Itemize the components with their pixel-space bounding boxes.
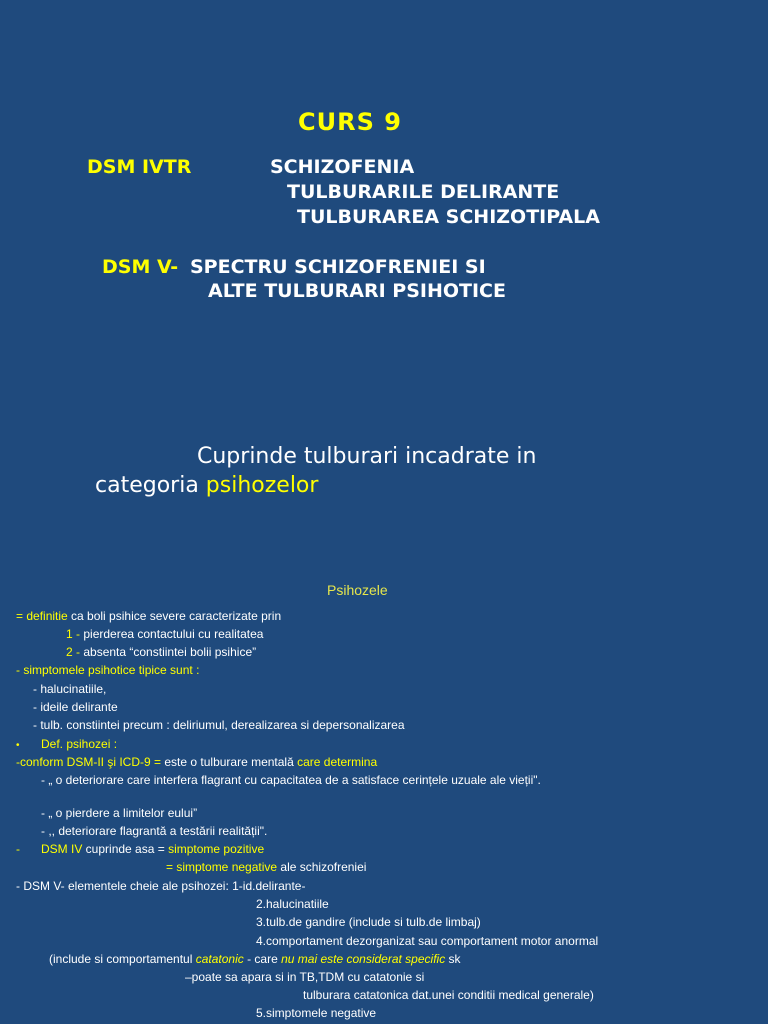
- quote-deteriorare: - „ o deteriorare care interfera flagrant cu capacitatea de a satisface cerințele uzuale ale vieții".: [41, 773, 541, 787]
- dsm5-label: DSM V-: [102, 256, 179, 278]
- dsm4-dash: -: [16, 842, 20, 856]
- simptome-pozitive: simptome pozitive: [168, 842, 265, 856]
- definition-item-2: [66, 645, 256, 659]
- bullet-glyph: •: [16, 740, 20, 751]
- dsm4-item-schizotipala: TULBURAREA SCHIZOTIPALA: [297, 206, 600, 228]
- eq-sign: =: [166, 860, 177, 874]
- dsm5-line1: SPECTRU SCHIZOFRENIEI SI: [190, 256, 486, 278]
- catatonic-c: - care: [243, 952, 282, 966]
- dsm4-item-delirante: TULBURARILE DELIRANTE: [287, 181, 560, 203]
- definition-text: ca boli psihice severe caracterizate prin: [67, 609, 282, 623]
- psihozele-title: Psihozele: [327, 582, 388, 598]
- intro-line2-prefix: categoria: [95, 473, 206, 498]
- dsm4-line: [41, 842, 264, 856]
- dsm5-item-5: 5.simptomele negative: [256, 1006, 377, 1020]
- symptom-idei-delirante: - ideile delirante: [33, 700, 118, 714]
- definition-line: [16, 609, 281, 623]
- dsm5-item-4: 4.comportament dezorganizat sau comportament motor anormal: [256, 934, 599, 948]
- conform-source: -conform DSM-II şi ICD-9 =: [16, 755, 162, 769]
- quote-limite-eu: - „ o pierdere a limitelor eului”: [41, 806, 198, 820]
- dsm4-label: DSM IVTR: [87, 156, 192, 178]
- symptoms-heading: - simptomele psihotice tipice sunt :: [16, 663, 200, 677]
- dsm4-small-label: DSM IV: [41, 842, 83, 856]
- catatonic-word: catatonic: [195, 952, 244, 966]
- quote-testare: - ,, deteriorare flagrantă a testării realității".: [41, 824, 268, 838]
- catatonic-sk: sk: [445, 952, 461, 966]
- conform-text: este o tulburare mentală: [161, 755, 298, 769]
- item2-number: 2 -: [66, 645, 81, 659]
- item2-text: absenta “constiintei bolii psihice”: [80, 645, 257, 659]
- dsm5-item-3: 3.tulb.de gandire (include si tulb.de limbaj): [256, 915, 481, 929]
- dsm4-negative-line: [166, 860, 366, 874]
- dsm5-item-2: 2.halucinatiile: [256, 897, 329, 911]
- definition-label: = definitie: [16, 609, 68, 623]
- negative-rest: ale schizofreniei: [277, 860, 367, 874]
- symptom-halucinatii: - halucinatiile,: [33, 682, 107, 696]
- catatonic-line3: tulburara catatonica dat.unei conditii medical generale): [303, 988, 594, 1002]
- intro-highlight-psihozelor: psihozelor: [205, 473, 319, 498]
- catatonic-line: [49, 952, 461, 966]
- definition-item-1: [66, 627, 263, 641]
- dsm5-key-elements: - DSM V- elementele cheie ale psihozei: 1-id.delirante-: [16, 879, 306, 893]
- catatonic-a: (include si comportamentul: [49, 952, 196, 966]
- conform-line: [16, 755, 377, 769]
- symptom-constiinta: - tulb. constiintei precum : deliriumul, derealizarea si depersonalizarea: [33, 718, 405, 732]
- course-title: CURS 9: [298, 108, 402, 136]
- not-specific: nu mai este considerat specific: [281, 952, 446, 966]
- simptome-negative: simptome negative: [176, 860, 278, 874]
- psychosis-def-heading: Def. psihozei :: [41, 737, 118, 751]
- item1-number: 1 -: [66, 627, 81, 641]
- dsm5-line2: ALTE TULBURARI PSIHOTICE: [208, 280, 506, 302]
- dsm4-item-schizofrenia: SCHIZOFENIA: [270, 156, 415, 178]
- conform-determina: care determina: [297, 755, 378, 769]
- dsm4-cuprinde: cuprinde asa =: [82, 842, 169, 856]
- bullet-dot: [16, 737, 20, 751]
- intro-line2: [95, 473, 318, 498]
- catatonic-line2: –poate sa apara si in TB,TDM cu catatonie si: [185, 970, 425, 984]
- item1-text: pierderea contactului cu realitatea: [80, 627, 264, 641]
- intro-line1: Cuprinde tulburari incadrate in: [197, 444, 537, 469]
